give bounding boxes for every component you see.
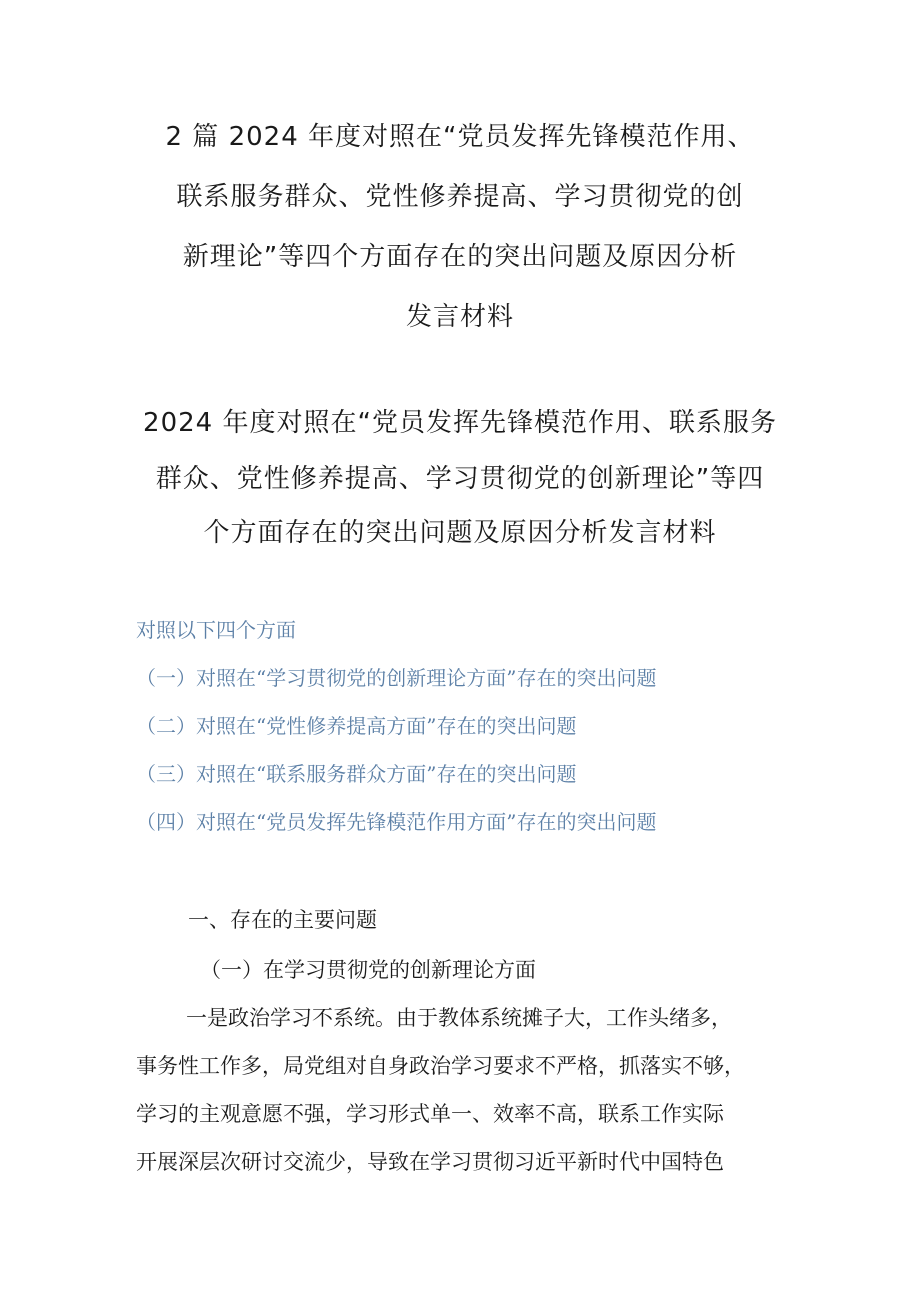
toc-item-4[interactable]: （四）对照在“党员发挥先锋模范作用方面”存在的突出问题 xyxy=(136,810,657,834)
main-title-line-4: 发言材料 xyxy=(405,302,514,332)
paragraph-line-2: 事务性工作多，局党组对自身政治学习要求不严格，抓落实不够， xyxy=(136,1054,745,1078)
main-title-line-2: 联系服务群众、党性修养提高、学习贯彻党的创 xyxy=(176,182,744,212)
paragraph-line-1: 一是政治学习不系统。由于教体系统摊子大，工作头绪多， xyxy=(186,1006,732,1030)
main-title-line-3: 新理论”等四个方面存在的突出问题及原因分析 xyxy=(182,242,738,272)
main-title-line-1: 2 篇 2024 年度对照在“党员发挥先锋模范作用、 xyxy=(165,122,755,152)
sub-title-line-3: 个方面存在的突出问题及原因分析发言材料 xyxy=(203,518,717,548)
paragraph-line-3: 学习的主观意愿不强，学习形式单一、效率不高，联系工作实际 xyxy=(136,1102,724,1126)
sub-title-line-2: 群众、党性修养提高、学习贯彻党的创新理论”等四 xyxy=(155,464,765,494)
subsection-heading: （一）在学习贯彻党的创新理论方面 xyxy=(200,958,536,982)
toc-item-2[interactable]: （二）对照在“党性修养提高方面”存在的突出问题 xyxy=(136,714,577,738)
toc-item-1[interactable]: （一）对照在“学习贯彻党的创新理论方面”存在的突出问题 xyxy=(136,666,657,690)
toc-item-3[interactable]: （三）对照在“联系服务群众方面”存在的突出问题 xyxy=(136,762,577,786)
toc-heading[interactable]: 对照以下四个方面 xyxy=(136,618,296,642)
paragraph-line-4: 开展深层次研讨交流少，导致在学习贯彻习近平新时代中国特色 xyxy=(136,1150,724,1174)
section-heading: 一、存在的主要问题 xyxy=(188,908,377,932)
sub-title-line-1: 2024 年度对照在“党员发挥先锋模范作用、联系服务 xyxy=(143,408,777,438)
